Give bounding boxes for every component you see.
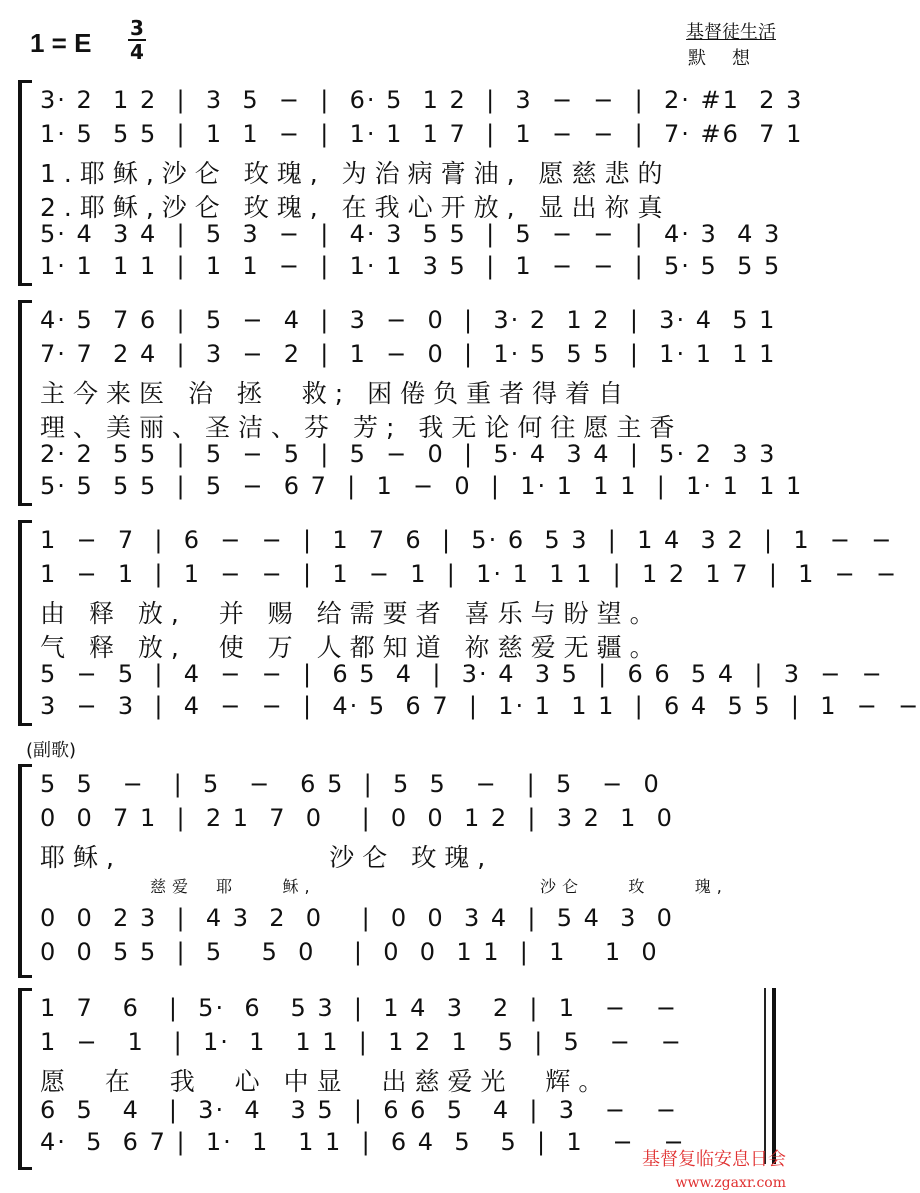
lyric-verse-1: 主今来医 治 拯 救; 困倦负重者得着自 [40,379,632,408]
alto-line: 1 − 1 | 1 − − | 1 − 1 | 1· 1 1 1 | 1 2 1 7 | 1 − − [40,560,899,588]
system-bracket [18,988,32,1170]
bass-line: 0 0 5 5 | 5 5 0 | 0 0 1 1 | 1 1 0 [40,938,659,966]
tenor-line: 2· 2 5 5 | 5 − 5 | 5 − 0 | 5· 4 3 4 | 5· 2 3 3 [40,440,777,468]
lyric-chorus-echo-2: 沙仑 玫 瑰, [540,877,728,896]
lyric-chorus: 耶稣, 沙仑 玫瑰, [40,843,494,872]
author-credit: 默想 [688,48,776,69]
lyric-chorus-echo-1: 慈爱 耶 稣, [150,877,316,896]
alto-line: 1· 5 5 5 | 1 1 − | 1· 1 1 7 | 1 − − | 7· #6 7 1 [40,120,804,148]
final-barline-thin [764,988,766,1164]
bass-line: 4· 5 6 7 | 1· 1 1 1 | 6 4 5 5 | 1 − − [40,1128,686,1156]
tenor-line: 0 0 2 3 | 4 3 2 0 | 0 0 3 4 | 5 4 3 0 [40,904,674,932]
meter-bottom: 4 [130,40,144,64]
final-barline [772,988,776,1164]
tenor-line: 5 − 5 | 4 − − | 6 5 4 | 3· 4 3 5 | 6 6 5 4 | 3 − − [40,660,884,688]
lyric-verse-2: 理、美丽、圣洁、芬 芳; 我无论何往愿主香 [40,413,683,442]
system-bracket [18,300,32,506]
watermark-url: www.zgaxr.com [675,1175,786,1191]
alto-line: 7· 7 2 4 | 3 − 2 | 1 − 0 | 1· 5 5 5 | 1· 1 1 1 [40,340,777,368]
soprano-line: 5 5 − | 5 − 6 5 | 5 5 − | 5 − 0 [40,770,661,798]
source-credit: 基督徒生活 [686,22,776,43]
soprano-line: 4· 5 7 6 | 5 − 4 | 3 − 0 | 3· 2 1 2 | 3· 4 5 1 [40,306,777,334]
tenor-line: 5· 4 3 4 | 5 3 − | 4· 3 5 5 | 5 − − | 4· 3 4 3 [40,220,782,248]
tenor-line: 6 5 4 | 3· 4 3 5 | 6 6 5 4 | 3 − − [40,1096,678,1124]
lyric-verse: 愿 在 我 心 中显 出慈爱光 辉。 [40,1067,612,1096]
system-bracket [18,80,32,286]
bass-line: 5· 5 5 5 | 5 − 6 7 | 1 − 0 | 1· 1 1 1 | 1· 1 1 1 [40,472,804,500]
lyric-verse-1: 1.耶稣,沙仑 玫瑰, 为治病膏油, 愿慈悲的 [40,159,671,188]
key-signature: 1 = E [30,28,92,58]
system-bracket [18,520,32,726]
bass-line: 1· 1 1 1 | 1 1 − | 1· 1 3 5 | 1 − − | 5· 5 5 5 [40,252,782,280]
watermark-title: 基督复临安息日会 [642,1149,786,1170]
lyric-verse-1: 由 释 放, 并 赐 给需要者 喜乐与盼望。 [40,599,663,628]
soprano-line: 3· 2 1 2 | 3 5 − | 6· 5 1 2 | 3 − − | 2· #1 2 3 [40,86,804,114]
soprano-line: 1 7 6 | 5· 6 5 3 | 1 4 3 2 | 1 − − [40,994,678,1022]
alto-line: 1 − 1 | 1· 1 1 1 | 1 2 1 5 | 5 − − [40,1028,683,1056]
alto-line: 0 0 7 1 | 2 1 7 0 | 0 0 1 2 | 3 2 1 0 [40,804,674,832]
soprano-line: 1 − 7 | 6 − − | 1 7 6 | 5· 6 5 3 | 1 4 3 2 | 1 − − [40,526,894,554]
lyric-verse-2: 气 释 放, 使 万 人都知道 祢慈爱无疆。 [40,633,663,662]
chorus-label: (副歌) [26,740,77,761]
lyric-verse-2: 2.耶稣,沙仑 玫瑰, 在我心开放, 显出祢真 [40,193,671,222]
bass-line: 3 − 3 | 4 − − | 4· 5 6 7 | 1· 1 1 1 | 6 4 5 5 | 1 − − [40,692,920,720]
meter-top: 3 [130,16,144,40]
time-signature [128,18,146,62]
system-bracket [18,764,32,978]
